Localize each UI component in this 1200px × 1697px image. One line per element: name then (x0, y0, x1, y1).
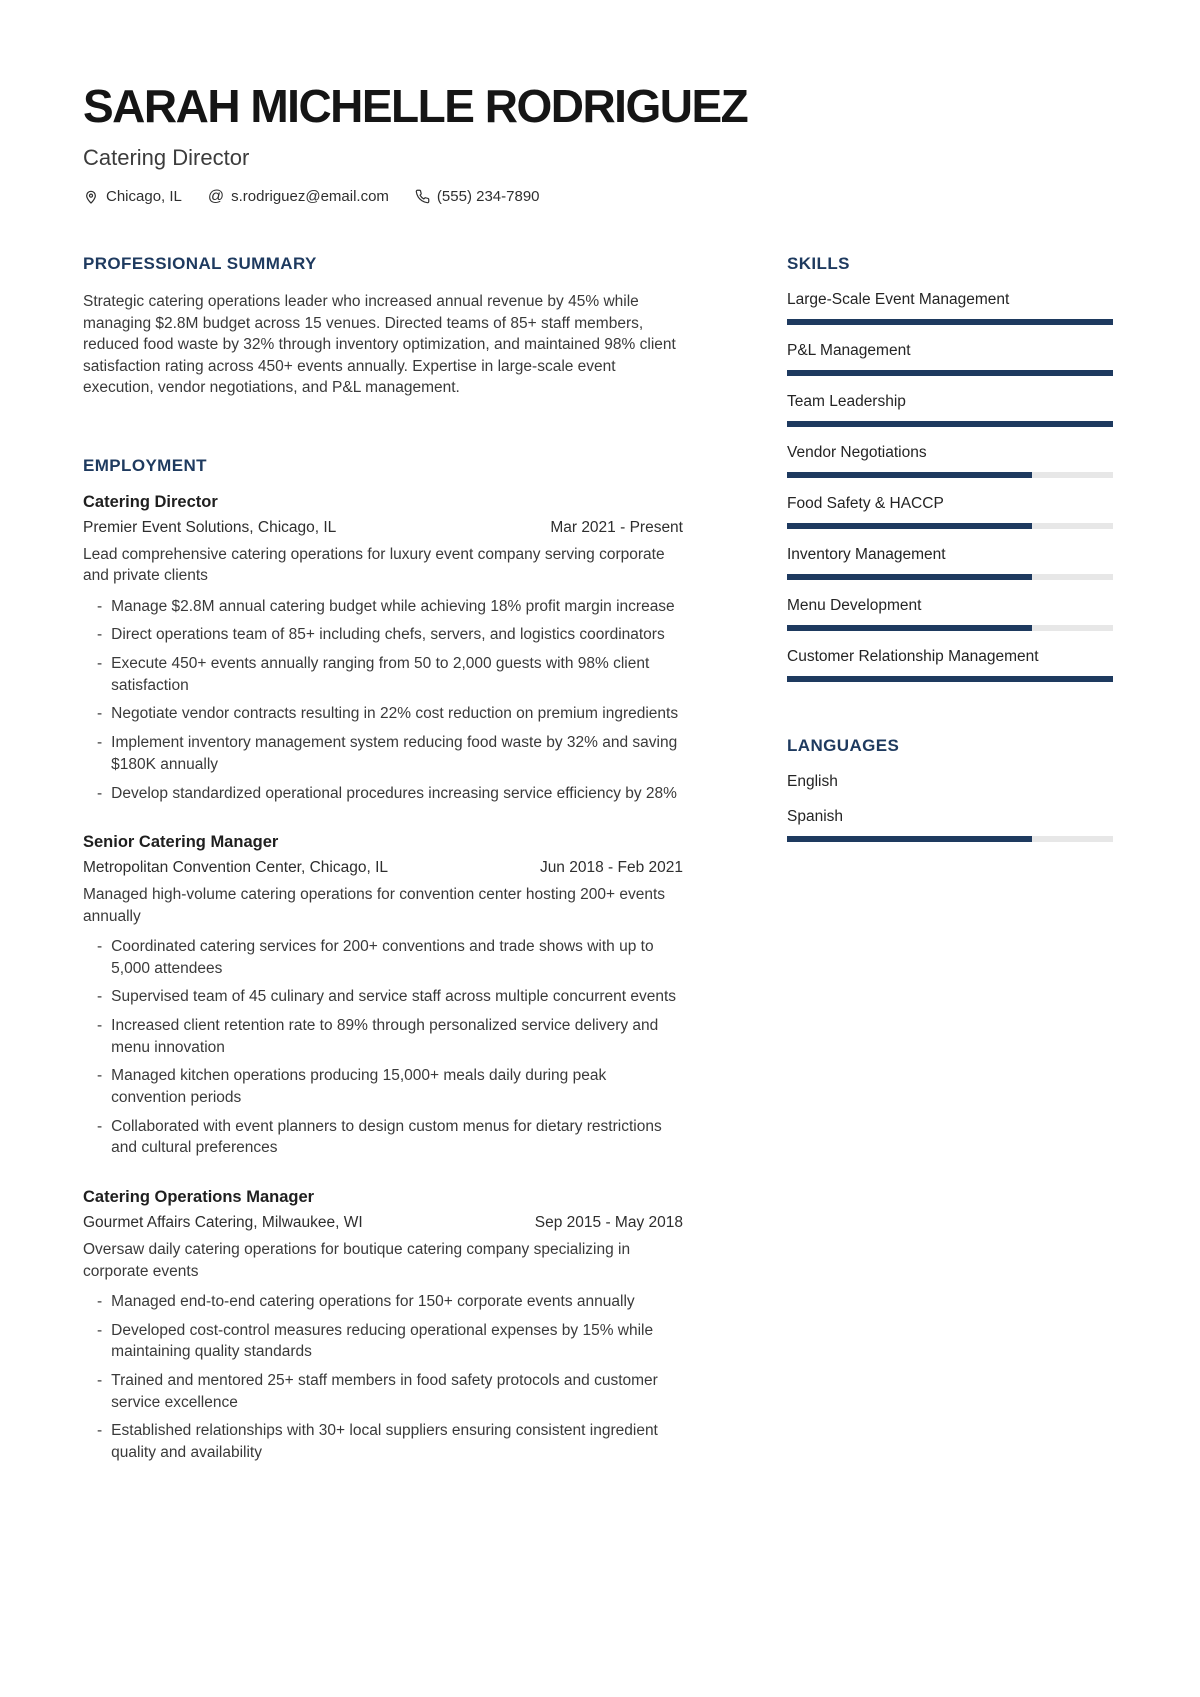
bullet-dash-marker: - (97, 734, 103, 752)
skill-item-label: Vendor Negotiations (787, 444, 927, 462)
job-entry-meta (83, 859, 683, 877)
job-entry-company: Gourmet Affairs Catering, Milwaukee, WI (83, 1214, 363, 1232)
bullet-dash-marker: - (97, 1321, 103, 1339)
job-bullet-text: Implement inventory management system reducing food waste by 32% and saving $180K annually (111, 734, 678, 773)
job-bullet-text: Coordinated catering services for 200+ conventions and trade shows with up to 5,000 attendees (111, 937, 654, 977)
employment-heading: EMPLOYMENT (83, 455, 207, 475)
job-entry-dates: Mar 2021 - Present (550, 518, 683, 536)
skill-item-bar-fill (787, 472, 1032, 478)
contact-phone-text: (555) 234-7890 (436, 188, 540, 206)
section-professional-summary (83, 254, 683, 399)
job-entry (83, 833, 683, 1159)
bullet-dash-marker: - (97, 1422, 103, 1440)
skill-item-bar-fill (787, 676, 1113, 682)
skill-item (787, 291, 1113, 325)
section-skills (787, 254, 1113, 682)
job-bullet (83, 783, 683, 805)
section-employment (83, 456, 683, 1464)
job-bullet-text: Manage $2.8M annual catering budget while achieving 18% profit margin increase (111, 597, 675, 615)
skill-item-bar (787, 523, 1113, 529)
bullet-dash-marker: - (97, 1017, 103, 1035)
bullet-dash-marker: - (97, 1292, 103, 1310)
candidate-name: SARAH MICHELLE RODRIGUEZ (83, 80, 748, 132)
job-bullet-text: Managed kitchen operations producing 15,000+ meals daily during peak convention periods (111, 1067, 607, 1107)
job-bullet-text: Negotiate vendor contracts resulting in 22% cost reduction on premium ingredients (111, 705, 679, 723)
contact-location-text: Chicago, IL (106, 188, 182, 206)
job-bullet (83, 986, 683, 1008)
job-entry-description: Managed high-volume catering operations for convention center hosting 200+ events annually (83, 886, 666, 925)
job-entry-meta (83, 1214, 683, 1232)
at-sign-icon: @ (207, 187, 225, 205)
contact-email-text: s.rodriguez@email.com (231, 188, 389, 206)
job-entry-company: Premier Event Solutions, Chicago, IL (83, 518, 337, 536)
skill-item-label: P&L Management (787, 342, 911, 360)
skill-item-bar-fill (787, 574, 1032, 580)
sidebar-column (787, 254, 1113, 1470)
job-entry-title: Catering Director (83, 492, 218, 511)
skill-item (787, 342, 1113, 376)
contact-email (208, 188, 389, 205)
skill-item-bar-fill (787, 421, 1113, 427)
job-entry-title: Senior Catering Manager (83, 833, 279, 852)
skill-item-label: Team Leadership (787, 393, 906, 411)
phone-icon (415, 189, 430, 204)
language-item (787, 773, 1113, 791)
skills-heading: SKILLS (787, 254, 850, 274)
language-item-bar-fill (787, 836, 1032, 842)
job-entry-description: Lead comprehensive catering operations for luxury event company serving corporate and private clients (83, 545, 665, 585)
skill-item (787, 648, 1113, 682)
job-bullet-text: Develop standardized operational procedures increasing service efficiency by 28% (111, 784, 677, 802)
job-bullet-text: Execute 450+ events annually ranging from 50 to 2,000 guests with 98% client satisfaction (111, 655, 650, 694)
language-item-label: Spanish (787, 808, 844, 826)
bullet-dash-marker: - (97, 705, 103, 723)
skill-item (787, 444, 1113, 478)
bullet-dash-marker: - (97, 937, 103, 955)
job-entry-company: Metropolitan Convention Center, Chicago, IL (83, 859, 389, 877)
content-columns (83, 254, 1113, 1470)
job-bullet-text: Trained and mentored 25+ staff members in food safety protocols and customer service excellence (111, 1371, 658, 1411)
skill-item-label: Inventory Management (787, 546, 946, 564)
skill-item-bar-fill (787, 370, 1113, 376)
job-bullet-text: Established relationships with 30+ local suppliers ensuring consistent ingredient quality and availability (111, 1422, 658, 1462)
job-bullet-text: Supervised team of 45 culinary and service staff across multiple concurrent events (111, 988, 677, 1006)
bullet-dash-marker: - (97, 784, 103, 802)
job-bullet (83, 936, 683, 979)
resume-header (83, 82, 1113, 205)
job-bullet (83, 732, 683, 775)
job-bullet (83, 1320, 683, 1363)
skill-item (787, 546, 1113, 580)
bullet-dash-marker: - (97, 1117, 103, 1135)
language-item-label: English (787, 773, 838, 791)
bullet-dash-marker: - (97, 1067, 103, 1085)
skill-item-bar (787, 421, 1113, 427)
job-entry (83, 1188, 683, 1464)
language-list (787, 773, 1113, 842)
job-bullet (83, 1291, 683, 1313)
job-bullet-text: Direct operations team of 85+ including chefs, servers, and logistics coordinators (111, 626, 665, 644)
job-bullet (83, 1015, 683, 1058)
skill-item-bar (787, 625, 1113, 631)
bullet-dash-marker: - (97, 988, 103, 1006)
job-bullet (83, 653, 683, 696)
job-entry-dates: Jun 2018 - Feb 2021 (539, 859, 683, 877)
job-list (83, 493, 683, 1464)
bullet-dash-marker: - (97, 597, 103, 615)
bullet-dash-marker: - (97, 655, 103, 673)
job-entry-description: Oversaw daily catering operations for boutique catering company specializing in corporate events (83, 1241, 631, 1280)
contact-location (83, 188, 182, 205)
skill-item-bar-fill (787, 625, 1032, 631)
job-bullet-text: Collaborated with event planners to design custom menus for dietary restrictions and cultural preferences (111, 1117, 662, 1157)
skill-item (787, 495, 1113, 529)
summary-heading: PROFESSIONAL SUMMARY (83, 254, 317, 274)
bullet-dash-marker: - (97, 1371, 103, 1389)
skill-item-bar (787, 472, 1113, 478)
skill-item-bar (787, 676, 1113, 682)
language-item-bar (787, 836, 1113, 842)
skill-list (787, 291, 1113, 682)
job-entry (83, 493, 683, 804)
job-entry-dates: Sep 2015 - May 2018 (534, 1214, 683, 1232)
skill-item-label: Customer Relationship Management (787, 648, 1039, 666)
job-bullet-text: Increased client retention rate to 89% through personalized service delivery and menu innovation (111, 1017, 659, 1056)
bullet-dash-marker: - (97, 626, 103, 644)
contact-row (83, 188, 1113, 205)
skill-item-label: Large-Scale Event Management (787, 291, 1010, 309)
skill-item-bar (787, 370, 1113, 376)
language-item (787, 808, 1113, 842)
candidate-job-title: Catering Director (83, 145, 250, 171)
skill-item-label: Menu Development (787, 597, 922, 615)
skill-item-bar (787, 574, 1113, 580)
job-bullet-text: Managed end-to-end catering operations for 150+ corporate events annually (111, 1292, 635, 1310)
job-bullet (83, 1116, 683, 1159)
skill-item-bar (787, 319, 1113, 325)
location-pin-icon (83, 189, 99, 205)
contact-phone (415, 188, 540, 205)
summary-text: Strategic catering operations leader who increased annual revenue by 45% while managing $2.8M budget across 15 venues. Directed teams of 85+ staff members, reduced food waste by 32% through inventory optimization, and maintained 98% client satisfaction rating across 450+ events annually. Expertise in large-scale event execution, vendor negotiations, and P&L management. (83, 293, 676, 397)
job-bullet (83, 703, 683, 725)
skill-item-bar-fill (787, 319, 1113, 325)
job-entry-title: Catering Operations Manager (83, 1188, 315, 1207)
skill-item (787, 597, 1113, 631)
job-bullet (83, 1065, 683, 1108)
main-column (83, 254, 683, 1470)
job-bullet (83, 624, 683, 646)
section-languages (787, 736, 1113, 842)
job-bullet (83, 1420, 683, 1463)
languages-heading: LANGUAGES (787, 736, 900, 756)
job-bullet (83, 1370, 683, 1413)
skill-item (787, 393, 1113, 427)
skill-item-bar-fill (787, 523, 1032, 529)
skill-item-label: Food Safety & HACCP (787, 495, 944, 513)
job-bullet-text: Developed cost-control measures reducing operational expenses by 15% while maintaining quality standards (111, 1321, 654, 1361)
job-entry-meta (83, 519, 683, 537)
job-bullet (83, 596, 683, 618)
